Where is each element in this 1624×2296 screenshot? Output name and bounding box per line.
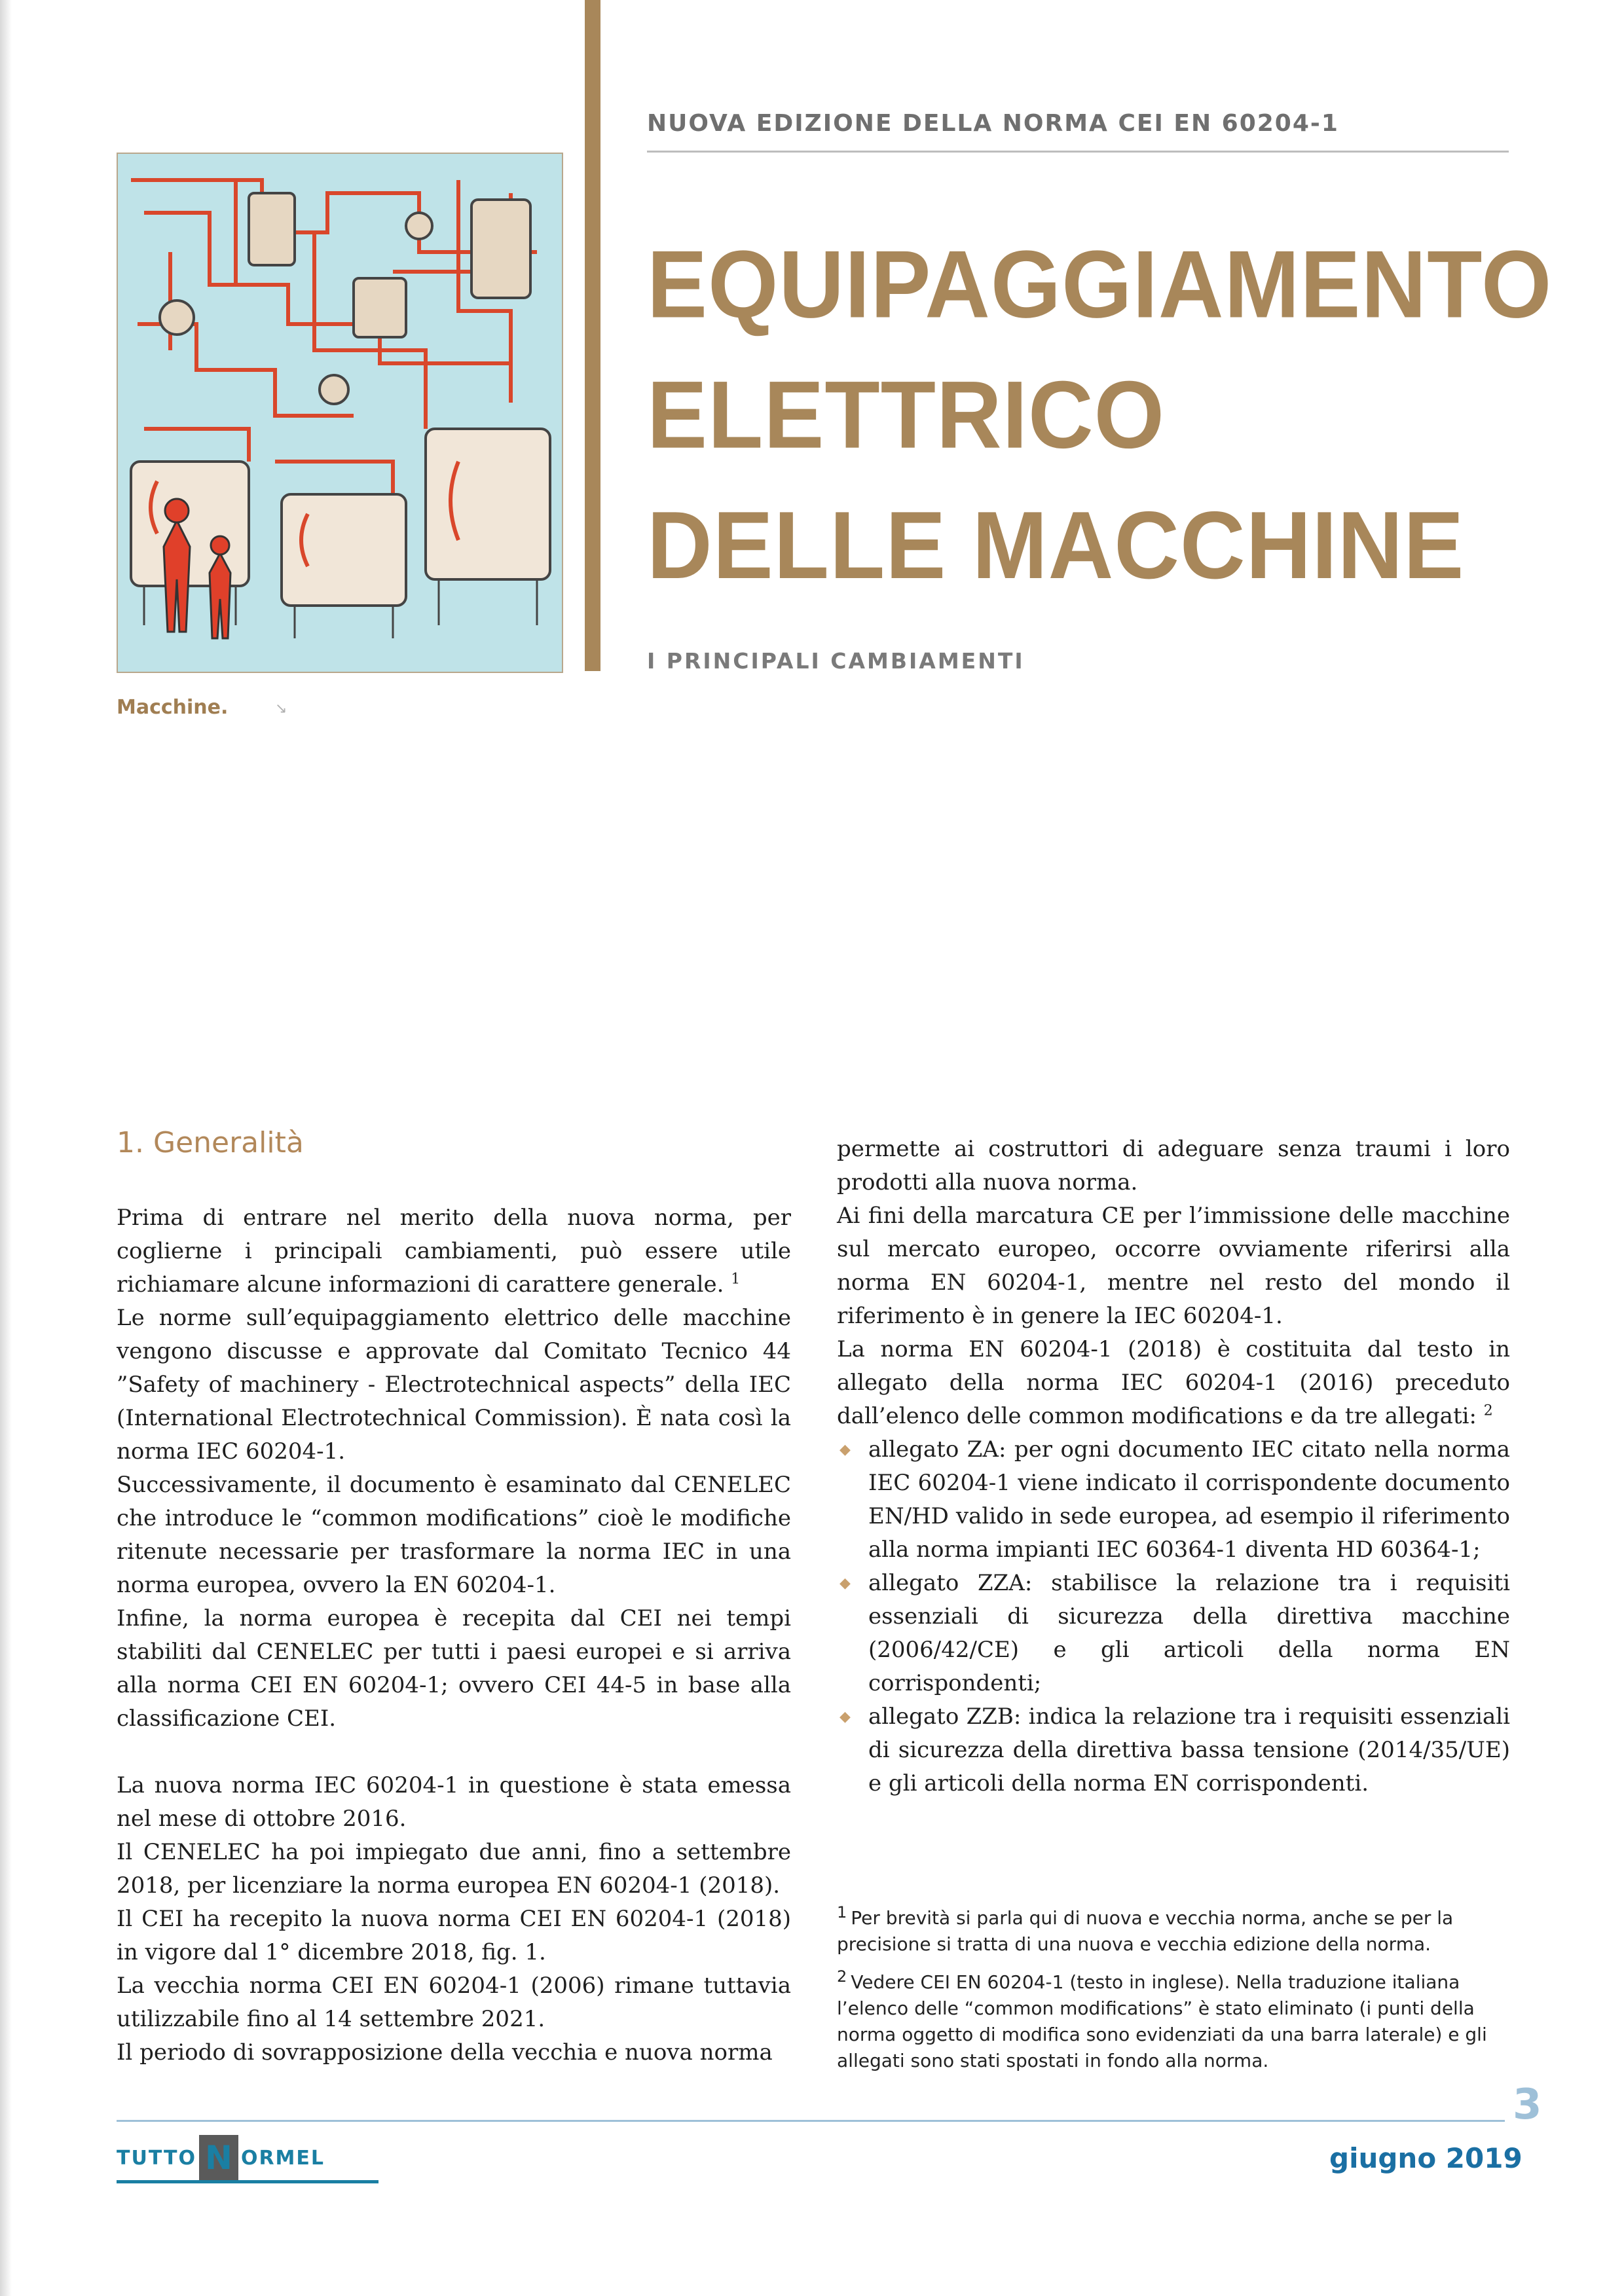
paragraph-gap bbox=[117, 1736, 791, 1769]
footnote-number: 2 bbox=[837, 1967, 847, 1986]
section-heading: 1. Generalità bbox=[117, 1126, 304, 1159]
paragraph: Infine, la norma europea è recepita dal CEI nei tempi stabiliti dal CENELEC per tutti i paesi europei e si arriva alla norma CEI EN 60204-1; ovvero CEI 44-5 in base alla classificazione CEI. bbox=[117, 1605, 791, 1732]
page-edge-shadow bbox=[0, 0, 12, 2296]
text-column-right bbox=[837, 1133, 1510, 1800]
footnote-text: Per brevità si parla qui di nuova e vecchia norma, anche se per la precisione si tratta di una nuova e vecchia edizione della norma. bbox=[837, 1907, 1454, 1955]
list-item: ◆ allegato ZZB: indica la relazione tra i requisiti essenziali di sicurezza della direttiva bassa tensione (2014/35/UE) e gli articoli della norma EN corrispondenti. bbox=[837, 1700, 1510, 1800]
paragraph: Il CENELEC ha poi impiegato due anni, fino a settembre 2018, per licenziare la norma europea EN 60204-1 (2018). bbox=[117, 1839, 791, 1899]
page-title bbox=[647, 219, 1552, 611]
paragraph: La vecchia norma CEI EN 60204-1 (2006) rimane tuttavia utilizzabile fino al 14 settembre 2021. bbox=[117, 1973, 791, 2032]
footnote-number: 1 bbox=[837, 1903, 847, 1922]
paragraph bbox=[117, 1201, 791, 1302]
paragraph-text: Prima di entrare nel merito della nuova norma, per coglierne i principali cambiamenti, può essere utile richiamare alcune informazioni di carattere generale. bbox=[117, 1205, 791, 1298]
page-subtitle: I PRINCIPALI CAMBIAMENTI bbox=[647, 648, 1025, 674]
paragraph bbox=[837, 1333, 1510, 1433]
footer-divider bbox=[117, 2120, 1505, 2122]
page-number: 3 bbox=[1513, 2081, 1542, 2129]
annex-list bbox=[837, 1433, 1510, 1800]
logo-letter-box: N bbox=[199, 2135, 238, 2181]
footnote bbox=[837, 1969, 1511, 2074]
illustration-caption: Macchine. bbox=[117, 696, 229, 719]
paragraph: Le norme sull’equipaggiamento elettrico delle macchine vengono discusse e approvate dal Comitato Tecnico 44 ”Safety of machinery - Electrotechnical aspects” della IEC (International Electrotechnical Commission). È nata così la norma IEC 60204-1. bbox=[117, 1305, 791, 1465]
issue-date: giugno 2019 bbox=[1329, 2142, 1522, 2174]
footnotes bbox=[837, 1905, 1511, 2086]
header-kicker: NUOVA EDIZIONE DELLA NORMA CEI EN 60204-1 bbox=[647, 110, 1339, 137]
list-item: ◆ allegato ZZA: stabilisce la relazione tra i requisiti essenziali di sicurezza della direttiva macchine (2006/42/CE) e gli articoli della norma EN corrispondenti; bbox=[837, 1567, 1510, 1700]
footnote-ref: 2 bbox=[1483, 1402, 1493, 1419]
paragraph: Ai fini della marcatura CE per l’immissione delle macchine sul mercato europeo, occorre ovviamente riferirsi alla norma EN 60204-1, mentre nel resto del mondo il riferimento è in genere la IEC 60204-1. bbox=[837, 1203, 1510, 1329]
logo-text-left: TUTTO bbox=[117, 2146, 196, 2170]
text-column-left bbox=[117, 1201, 791, 2069]
paragraph-text: La norma EN 60204-1 (2018) è costituita dal testo in allegato della norma IEC 60204-1 (2016) preceduto dall’elenco delle common modifications e da tre allegati: bbox=[837, 1336, 1510, 1429]
title-line-2: ELETTRICO bbox=[647, 361, 1165, 469]
logo-text-right: ORMEL bbox=[240, 2146, 325, 2170]
footnote bbox=[837, 1905, 1511, 1958]
machinery-illustration-icon bbox=[118, 154, 562, 672]
paragraph: Il periodo di sovrapposizione della vecchia e nuova norma bbox=[117, 2039, 773, 2066]
caption-mark-icon: ↘ bbox=[275, 701, 287, 717]
list-item: ◆ allegato ZA: per ogni documento IEC citato nella norma IEC 60204-1 viene indicato il corrispondente documento EN/HD valido in sede europea, ad esempio il riferimento alla norma impianti IEC 60364-1 diventa HD 60364-1; bbox=[837, 1433, 1510, 1567]
machinery-illustration bbox=[117, 153, 563, 673]
title-line-1: EQUIPAGGIAMENTO bbox=[647, 231, 1553, 338]
paragraph: permette ai costruttori di adeguare senza traumi i loro prodotti alla nuova norma. bbox=[837, 1136, 1510, 1195]
title-line-3: DELLE MACCHINE bbox=[647, 492, 1465, 599]
footnote-text: Vedere CEI EN 60204-1 (testo in inglese). Nella traduzione italiana l’elenco delle “common modifications” è stato eliminato (i punti della norma oggetto di modifica sono evidenziati da una barra laterale) e gli allegati sono stati spostati in fondo alla norma. bbox=[837, 1971, 1487, 2071]
kicker-divider bbox=[647, 151, 1509, 153]
paragraph: La nuova norma IEC 60204-1 in questione è stata emessa nel mese di ottobre 2016. bbox=[117, 1772, 791, 1832]
header-vertical-bar bbox=[585, 0, 600, 671]
paragraph: Successivamente, il documento è esaminato dal CENELEC che introduce le “common modifications” cioè le modifiche ritenute necessarie per trasformare la norma IEC in una norma europea, ovvero la EN 60204-1. bbox=[117, 1472, 791, 1598]
paragraph: Il CEI ha recepito la nuova norma CEI EN 60204-1 (2018) in vigore dal 1° dicembre 2018, fig. 1. bbox=[117, 1906, 791, 1965]
tuttonormel-logo bbox=[117, 2140, 325, 2176]
footnote-ref: 1 bbox=[731, 1271, 741, 1288]
logo-underline bbox=[117, 2180, 378, 2183]
